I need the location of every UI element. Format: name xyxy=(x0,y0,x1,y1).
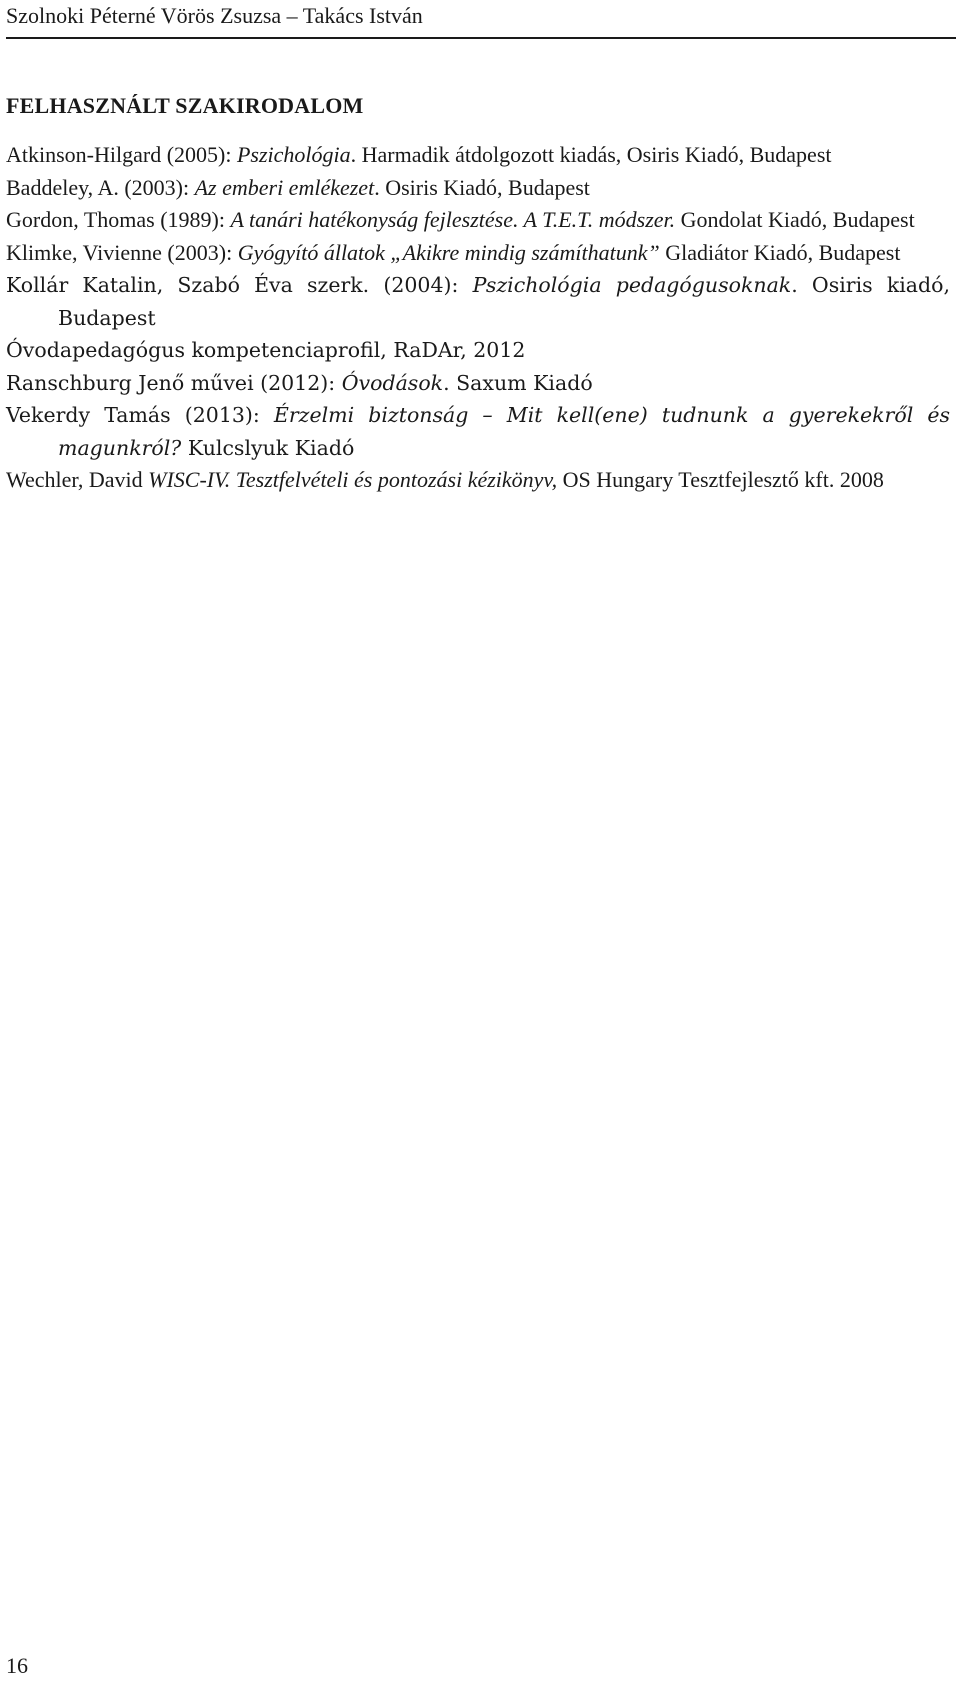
reference-author: Gordon, Thomas (1989): xyxy=(6,207,231,232)
reference-title: Érzelmi biztonság – Mit kell(ene) tudnunk a gyerekekről és magunkról? xyxy=(58,403,950,460)
running-head: Szolnoki Péterné Vörös Zsuzsa – Takács István xyxy=(6,3,423,28)
reference-item xyxy=(6,139,950,172)
reference-publisher: . Harmadik átdolgozott kiadás, Osiris Kiadó, Budapest xyxy=(350,142,832,167)
reference-publisher: Gladiátor Kiadó, Budapest xyxy=(659,239,901,265)
reference-title: Pszichológia pedagógusoknak xyxy=(472,273,792,297)
reference-title: Óvodások xyxy=(341,370,444,395)
reference-title: A tanári hatékonyság fejlesztése. A T.E.T. módszer. xyxy=(230,207,676,232)
reference-title: Pszichológia xyxy=(236,142,351,167)
reference-item xyxy=(6,269,950,334)
reference-publisher: . Osiris Kiadó, Budapest xyxy=(374,174,590,200)
reference-title: Az emberi emlékezet xyxy=(194,174,375,200)
header-rule xyxy=(6,37,956,39)
reference-item xyxy=(6,334,950,367)
reference-item xyxy=(6,237,950,270)
reference-item xyxy=(6,367,950,400)
reference-title: Gyógyító állatok „Akikre mindig számíthatunk” xyxy=(237,239,660,265)
reference-item xyxy=(6,464,950,497)
page-number: 16 xyxy=(6,1653,28,1678)
reference-publisher: OS Hungary Tesztfejlesztő kft. 2008 xyxy=(557,467,884,492)
reference-publisher: . Osiris kiadó, Budapest xyxy=(58,273,951,330)
reference-list xyxy=(6,139,950,497)
reference-author: Klimke, Vivienne (2003): xyxy=(6,239,238,265)
reference-item xyxy=(6,204,950,237)
reference-publisher: . Saxum Kiadó xyxy=(443,370,593,395)
reference-author: Atkinson-Hilgard (2005): xyxy=(6,142,237,167)
reference-item xyxy=(6,172,950,205)
reference-item xyxy=(6,399,950,464)
reference-author: Óvodapedagógus kompetenciaprofil, RaDAr, 2012 xyxy=(6,338,526,362)
reference-title: WISC-IV. Tesztfelvételi és pontozási kézikönyv, xyxy=(148,467,558,492)
section-title: FELHASZNÁLT SZAKIRODALOM xyxy=(6,93,364,118)
reference-author: Vekerdy Tamás (2013): xyxy=(6,403,274,427)
reference-author: Kollár Katalin, Szabó Éva szerk. (2004): xyxy=(6,273,473,297)
reference-author: Baddeley, A. (2003): xyxy=(6,174,195,200)
reference-publisher: Kulcslyuk Kiadó xyxy=(181,435,355,460)
reference-author: Wechler, David xyxy=(6,467,149,492)
reference-author: Ranschburg Jenő művei (2012): xyxy=(6,370,342,395)
reference-publisher: Gondolat Kiadó, Budapest xyxy=(675,207,915,232)
